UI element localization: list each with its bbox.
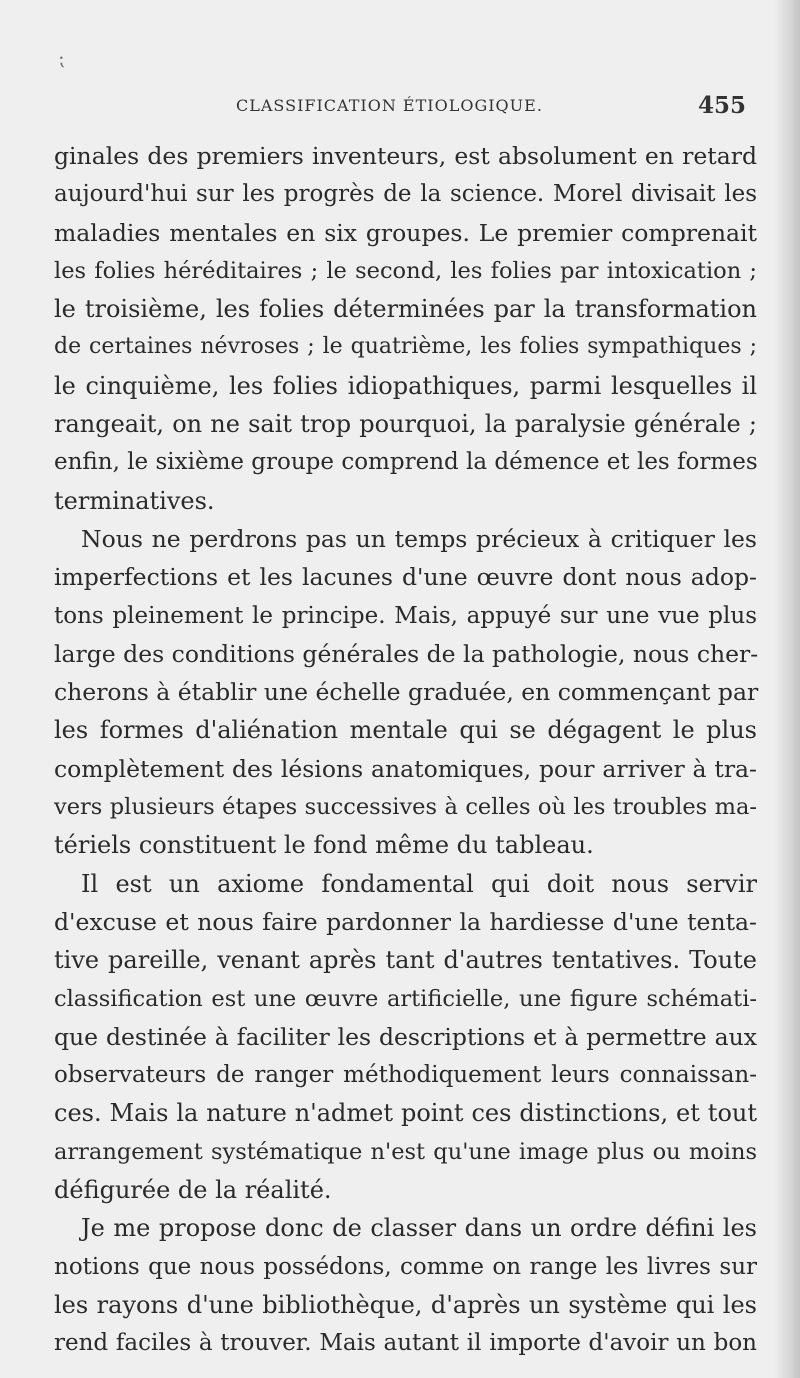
text-line: tons pleinement le principe. Mais, appuyé sur une vue plus (54, 602, 757, 629)
text-line: ginales des premiers inventeurs, est absolument en retard (54, 142, 757, 170)
text-line: défigurée de la réalité. (54, 1176, 332, 1205)
text-line: maladies mentales en six groupes. Le premier comprenait (54, 218, 757, 247)
text-line: aujourd'hui sur les progrès de la science. Morel divisait les (54, 181, 757, 208)
text-line: tive pareille, venant après tant d'autres tentatives. Toute (54, 946, 757, 975)
text-line: imperfections et les lacunes d'une œuvre dont nous adop- (54, 563, 757, 592)
text-line: Nous ne perdrons pas un temps précieux à critiquer les (81, 524, 757, 553)
text-line: que destinée à faciliter les descriptions et à permettre aux (54, 1022, 757, 1051)
text-line: tériels constituent le fond même du tableau. (54, 831, 594, 860)
page-header (0, 92, 800, 122)
margin-mark: ⁏ (58, 46, 65, 70)
text-line: ces. Mais la nature n'admet point ces distinctions, et tout (54, 1099, 757, 1128)
page-edge-shadow (774, 0, 800, 1378)
text-line: les rayons d'une bibliothèque, d'après un système qui les (54, 1290, 757, 1319)
body-text (54, 137, 757, 1363)
text-line: cherons à établir une échelle graduée, en commençant par (54, 678, 759, 707)
text-line: les folies héréditaires ; le second, les folies par intoxication ; (54, 257, 757, 284)
text-line: de certaines névroses ; le quatrième, les folies sympathiques ; (54, 334, 757, 360)
text-line: Je me propose donc de classer dans un ordre défini les (81, 1214, 757, 1243)
text-line: terminatives. (54, 486, 215, 515)
text-line: le cinquième, les folies idiopathiques, parmi lesquelles il (54, 371, 757, 400)
text-line: observateurs de ranger méthodiquement leurs connaissan- (54, 1062, 757, 1089)
text-line: enfin, le sixième groupe comprend la démence et les formes (54, 449, 758, 476)
text-line: notions que nous possédons, comme on range les livres sur (54, 1253, 757, 1280)
page-number: 455 (698, 92, 747, 119)
text-line: le troisième, les folies déterminées par la transformation (54, 295, 757, 324)
text-line: arrangement systématique n'est qu'une image plus ou moins (54, 1138, 757, 1165)
text-line: complètement des lésions anatomiques, pour arriver à tra- (54, 754, 757, 783)
text-line: large des conditions générales de la pathologie, nous cher- (54, 639, 759, 668)
running-head: CLASSIFICATION ÉTIOLOGIQUE. (236, 96, 543, 115)
text-line: rend faciles à trouver. Mais autant il importe d'avoir un bon (54, 1330, 757, 1357)
text-line: d'excuse et nous faire pardonner la hardiesse d'une tenta- (54, 907, 757, 936)
text-line: vers plusieurs étapes successives à celles où les troubles ma- (54, 794, 757, 821)
text-line: classification est une œuvre artificielle, une figure schémati- (54, 985, 757, 1012)
text-line: Il est un axiome fondamental qui doit nous servir (81, 869, 757, 898)
text-line: rangeait, on ne sait trop pourquoi, la paralysie générale ; (54, 410, 757, 439)
text-line: les formes d'aliénation mentale qui se dégagent le plus (54, 716, 757, 745)
